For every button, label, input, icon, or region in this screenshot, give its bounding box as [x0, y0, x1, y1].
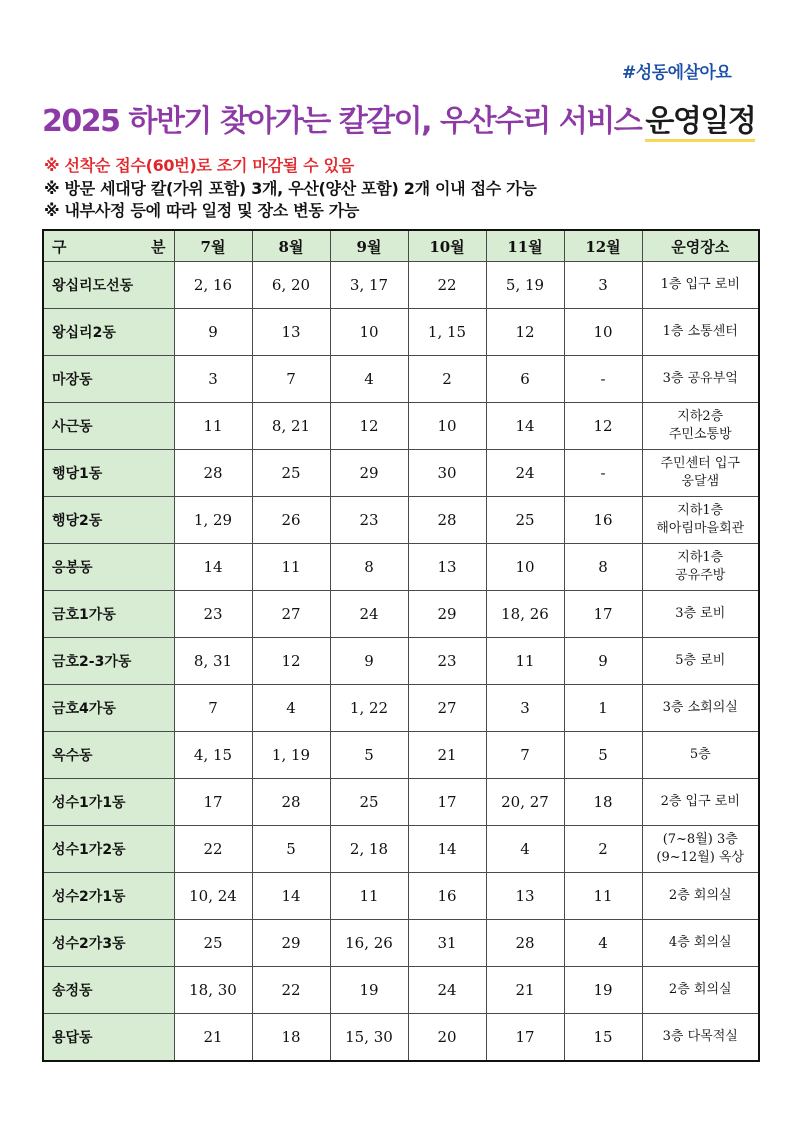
- notice-item-limit: ※ 방문 세대당 칼(가위 포함) 3개, 우산(양산 포함) 2개 이내 접수 가능: [44, 178, 537, 198]
- location-cell: [642, 638, 759, 685]
- table-header-row: [43, 230, 759, 262]
- notice-list: [44, 155, 536, 223]
- schedule-table: [42, 229, 760, 1062]
- table-row: [43, 779, 759, 826]
- table-row: [43, 309, 759, 356]
- schedule-date-cell: 28: [252, 779, 330, 826]
- district-name: 성수2가3동: [43, 920, 174, 967]
- district-name: 응봉동: [43, 544, 174, 591]
- table-row: [43, 873, 759, 920]
- table-row: [43, 356, 759, 403]
- district-name: 행당2동: [43, 497, 174, 544]
- location-cell: [642, 450, 759, 497]
- location-line: 2층 회의실: [668, 888, 732, 903]
- page-title: [42, 96, 755, 142]
- schedule-date-cell: 14: [408, 826, 486, 873]
- schedule-date-cell: 14: [174, 544, 252, 591]
- schedule-date-cell: 7: [486, 732, 564, 779]
- schedule-date-cell: 3: [564, 262, 642, 309]
- schedule-date-cell: 9: [564, 638, 642, 685]
- schedule-date-cell: 4: [486, 826, 564, 873]
- table-row: [43, 967, 759, 1014]
- district-name: 금호2-3가동: [43, 638, 174, 685]
- schedule-date-cell: 11: [330, 873, 408, 920]
- district-name: 행당1동: [43, 450, 174, 497]
- schedule-date-cell: 11: [486, 638, 564, 685]
- schedule-date-cell: 6: [486, 356, 564, 403]
- schedule-date-cell: 5: [252, 826, 330, 873]
- table-row: [43, 638, 759, 685]
- table-row: [43, 920, 759, 967]
- schedule-date-cell: 13: [486, 873, 564, 920]
- location-line: 5층: [689, 747, 711, 762]
- schedule-date-cell: 12: [330, 403, 408, 450]
- page-title-end: 운영일정: [645, 104, 755, 142]
- location-line: 5층 로비: [675, 653, 726, 668]
- schedule-date-cell: 3: [486, 685, 564, 732]
- schedule-date-cell: 27: [408, 685, 486, 732]
- schedule-date-cell: 14: [486, 403, 564, 450]
- location-cell: [642, 544, 759, 591]
- schedule-date-cell: 12: [564, 403, 642, 450]
- schedule-date-cell: 12: [252, 638, 330, 685]
- district-name: 금호4가동: [43, 685, 174, 732]
- location-line: (7~8월) 3층: [662, 832, 738, 847]
- schedule-date-cell: 17: [486, 1014, 564, 1062]
- location-cell: [642, 967, 759, 1014]
- schedule-date-cell: 24: [486, 450, 564, 497]
- location-cell: [642, 685, 759, 732]
- schedule-date-cell: 4: [330, 356, 408, 403]
- schedule-date-cell: 2: [564, 826, 642, 873]
- notice-first-come: ※ 선착순 접수(60번)로 조기 마감될 수 있음: [44, 156, 354, 175]
- schedule-date-cell: 12: [486, 309, 564, 356]
- schedule-date-cell: 1, 15: [408, 309, 486, 356]
- table-row: [43, 403, 759, 450]
- location-cell: [642, 826, 759, 873]
- schedule-date-cell: 18: [564, 779, 642, 826]
- schedule-date-cell: 14: [252, 873, 330, 920]
- location-line: 4층 회의실: [668, 935, 732, 950]
- schedule-date-cell: 4, 15: [174, 732, 252, 779]
- schedule-date-cell: 11: [564, 873, 642, 920]
- schedule-date-cell: 22: [252, 967, 330, 1014]
- location-cell: [642, 309, 759, 356]
- header-location: 운영장소: [642, 230, 759, 262]
- location-cell: [642, 356, 759, 403]
- schedule-date-cell: 19: [564, 967, 642, 1014]
- schedule-date-cell: 17: [174, 779, 252, 826]
- district-name: 왕십리도선동: [43, 262, 174, 309]
- schedule-date-cell: 20: [408, 1014, 486, 1062]
- header-category: 구 분: [43, 230, 174, 262]
- schedule-date-cell: 5: [564, 732, 642, 779]
- schedule-date-cell: 4: [252, 685, 330, 732]
- schedule-date-cell: 25: [174, 920, 252, 967]
- schedule-date-cell: 10, 24: [174, 873, 252, 920]
- location-line: 2층 입구 로비: [660, 794, 740, 809]
- header-month: 7월: [174, 230, 252, 262]
- schedule-date-cell: 30: [408, 450, 486, 497]
- location-line: 2층 회의실: [668, 982, 732, 997]
- schedule-date-cell: 11: [174, 403, 252, 450]
- location-cell: [642, 403, 759, 450]
- schedule-date-cell: 10: [408, 403, 486, 450]
- schedule-date-cell: 3, 17: [330, 262, 408, 309]
- schedule-date-cell: 31: [408, 920, 486, 967]
- table-row: [43, 591, 759, 638]
- schedule-date-cell: 2: [408, 356, 486, 403]
- schedule-date-cell: 5, 19: [486, 262, 564, 309]
- schedule-date-cell: 15: [564, 1014, 642, 1062]
- location-line: 1층 입구 로비: [660, 277, 740, 292]
- location-line: 3층 소회의실: [662, 700, 738, 715]
- location-line: 지하1층: [677, 503, 724, 518]
- schedule-date-cell: 24: [330, 591, 408, 638]
- location-line: 3층 로비: [675, 606, 726, 621]
- schedule-date-cell: -: [564, 356, 642, 403]
- schedule-date-cell: 9: [174, 309, 252, 356]
- schedule-date-cell: 28: [174, 450, 252, 497]
- location-cell: [642, 497, 759, 544]
- schedule-date-cell: 15, 30: [330, 1014, 408, 1062]
- schedule-date-cell: 24: [408, 967, 486, 1014]
- schedule-date-cell: 18: [252, 1014, 330, 1062]
- district-name: 용답동: [43, 1014, 174, 1062]
- schedule-date-cell: 23: [174, 591, 252, 638]
- district-name: 옥수동: [43, 732, 174, 779]
- header-month: 9월: [330, 230, 408, 262]
- location-line: 공유주방: [675, 568, 726, 583]
- schedule-date-cell: 29: [408, 591, 486, 638]
- schedule-date-cell: 6, 20: [252, 262, 330, 309]
- schedule-date-cell: 17: [408, 779, 486, 826]
- schedule-date-cell: 10: [486, 544, 564, 591]
- location-line: 1층 소통센터: [662, 324, 738, 339]
- header-month: 8월: [252, 230, 330, 262]
- district-name: 성수2가1동: [43, 873, 174, 920]
- district-name: 왕십리2동: [43, 309, 174, 356]
- district-name: 성수1가2동: [43, 826, 174, 873]
- location-cell: [642, 732, 759, 779]
- schedule-date-cell: 13: [252, 309, 330, 356]
- schedule-date-cell: 8: [564, 544, 642, 591]
- schedule-date-cell: 27: [252, 591, 330, 638]
- schedule-date-cell: 1, 29: [174, 497, 252, 544]
- notice-schedule-change: ※ 내부사정 등에 따라 일정 및 장소 변동 가능: [44, 201, 360, 220]
- location-line: 해아림마을회관: [656, 521, 745, 536]
- schedule-date-cell: 23: [330, 497, 408, 544]
- schedule-date-cell: 22: [408, 262, 486, 309]
- table-row: [43, 826, 759, 873]
- page-title-main: 2025 하반기 찾아가는 칼갈이, 우산수리 서비스: [42, 104, 642, 139]
- table-row: [43, 732, 759, 779]
- schedule-date-cell: 9: [330, 638, 408, 685]
- schedule-date-cell: 3: [174, 356, 252, 403]
- schedule-date-cell: 1, 22: [330, 685, 408, 732]
- location-cell: [642, 1014, 759, 1062]
- header-month: 12월: [564, 230, 642, 262]
- location-cell: [642, 920, 759, 967]
- district-name: 송정동: [43, 967, 174, 1014]
- schedule-date-cell: 28: [408, 497, 486, 544]
- hashtag-label: #성동에살아요: [622, 63, 732, 83]
- schedule-date-cell: -: [564, 450, 642, 497]
- schedule-date-cell: 13: [408, 544, 486, 591]
- district-name: 성수1가1동: [43, 779, 174, 826]
- schedule-date-cell: 16, 26: [330, 920, 408, 967]
- schedule-date-cell: 26: [252, 497, 330, 544]
- location-line: (9~12월) 옥상: [656, 850, 745, 865]
- schedule-date-cell: 7: [174, 685, 252, 732]
- district-name: 사근동: [43, 403, 174, 450]
- schedule-date-cell: 22: [174, 826, 252, 873]
- location-line: 웅달샘: [681, 474, 720, 489]
- schedule-date-cell: 21: [408, 732, 486, 779]
- schedule-date-cell: 5: [330, 732, 408, 779]
- schedule-date-cell: 29: [252, 920, 330, 967]
- schedule-date-cell: 16: [408, 873, 486, 920]
- schedule-date-cell: 4: [564, 920, 642, 967]
- schedule-date-cell: 18, 26: [486, 591, 564, 638]
- district-name: 금호1가동: [43, 591, 174, 638]
- schedule-date-cell: 17: [564, 591, 642, 638]
- schedule-date-cell: 1: [564, 685, 642, 732]
- schedule-date-cell: 8, 31: [174, 638, 252, 685]
- schedule-date-cell: 25: [252, 450, 330, 497]
- location-cell: [642, 591, 759, 638]
- location-line: 주민소통방: [668, 427, 732, 442]
- location-cell: [642, 262, 759, 309]
- schedule-date-cell: 10: [330, 309, 408, 356]
- table-row: [43, 497, 759, 544]
- header-month: 11월: [486, 230, 564, 262]
- schedule-date-cell: 18, 30: [174, 967, 252, 1014]
- schedule-date-cell: 10: [564, 309, 642, 356]
- schedule-date-cell: 21: [174, 1014, 252, 1062]
- schedule-date-cell: 1, 19: [252, 732, 330, 779]
- schedule-date-cell: 7: [252, 356, 330, 403]
- schedule-date-cell: 19: [330, 967, 408, 1014]
- location-line: 지하2층: [677, 409, 724, 424]
- location-line: 3층 다목적실: [662, 1029, 738, 1044]
- location-cell: [642, 779, 759, 826]
- location-cell: [642, 873, 759, 920]
- schedule-date-cell: 16: [564, 497, 642, 544]
- schedule-date-cell: 2, 16: [174, 262, 252, 309]
- location-line: 지하1층: [677, 550, 724, 565]
- table-row: [43, 262, 759, 309]
- location-line: 3층 공유부엌: [662, 371, 738, 386]
- schedule-date-cell: 25: [330, 779, 408, 826]
- location-line: 주민센터 입구: [660, 456, 740, 471]
- schedule-date-cell: 8: [330, 544, 408, 591]
- header-month: 10월: [408, 230, 486, 262]
- schedule-date-cell: 8, 21: [252, 403, 330, 450]
- schedule-date-cell: 2, 18: [330, 826, 408, 873]
- table-row: [43, 1014, 759, 1062]
- district-name: 마장동: [43, 356, 174, 403]
- schedule-date-cell: 23: [408, 638, 486, 685]
- schedule-date-cell: 28: [486, 920, 564, 967]
- schedule-date-cell: 11: [252, 544, 330, 591]
- schedule-date-cell: 29: [330, 450, 408, 497]
- table-row: [43, 450, 759, 497]
- schedule-date-cell: 20, 27: [486, 779, 564, 826]
- table-row: [43, 685, 759, 732]
- schedule-date-cell: 21: [486, 967, 564, 1014]
- table-row: [43, 544, 759, 591]
- schedule-date-cell: 25: [486, 497, 564, 544]
